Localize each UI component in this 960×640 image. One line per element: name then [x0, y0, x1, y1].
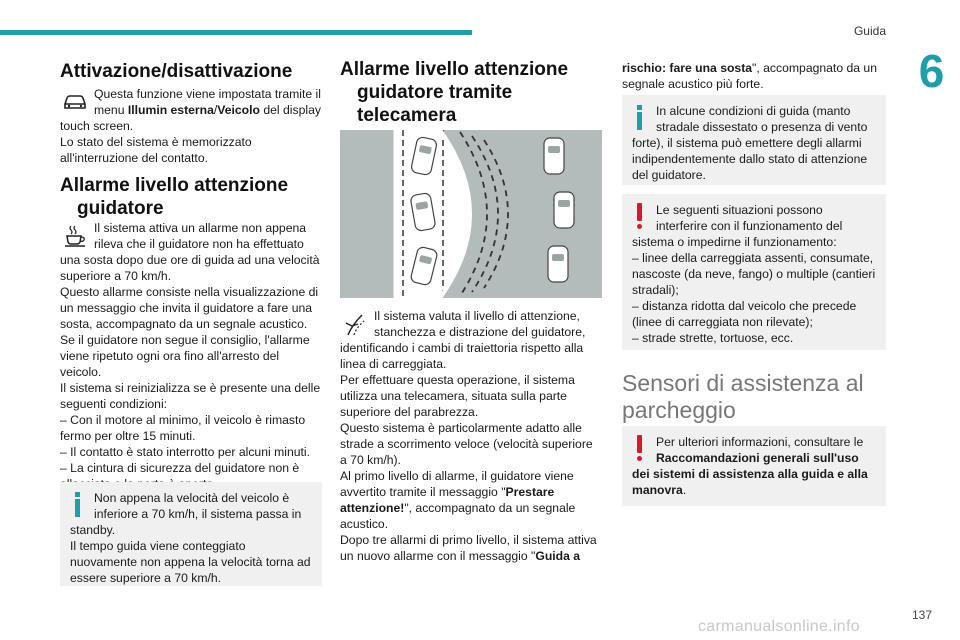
heading-activation: Attivazione/disattivazione: [60, 61, 293, 82]
chapter-number: 6: [903, 44, 960, 98]
road-illustration: [340, 130, 602, 298]
paragraph-activation: Questa funzione viene impostata tramite il menu Illumin esterna/Veicolo del display touch screen. Lo stato del sistema è memorizzato all'interruzione del contatto.: [60, 87, 321, 165]
heading-parking-sensors: Sensori di assistenza al parcheggio: [622, 370, 864, 423]
paragraph-driver-alert: Il sistema attiva un allarme non appena rileva che il guidatore non ha effettuato una sosta dopo due ore di guida ad una velocità superiore a 70 km/h. Questo allarme consiste nella visualizzazione di un messaggio che invita il guidatore a fare una sosta, accompagnato da un segnale acustico. Se il guidatore non segue il consiglio, l'allarme viene ripetuto ogni ora fino all'arresto del veicolo. Il sistema si reinizializza se è presente una delle seguenti condizioni: – Con il motore al minimo, il veicolo è rimasto fermo per oltre 15 minuti. – Il contatto è stato interrotto per alcuni minuti. – La cintura di sicurezza del guidatore non è: [60, 221, 321, 475]
info-note-conditions: In alcune condizioni di guida (manto stradale dissestato o presenza di vento forte), il sistema può emettere degli allarmi indipendentemente dallo stato di attenzione del guidatore.: [622, 95, 886, 185]
top-accent-bar: [0, 30, 472, 35]
warning-note-parking: Per ulteriori informazioni, consultare le Raccomandazioni generali sull'uso dei sistemi di assistenza alla guida e alla manovra.: [622, 426, 886, 506]
heading-camera-alert: Allarme livello attenzione guidatore tramite telecamera: [340, 59, 569, 126]
car-outline-icon: [60, 87, 90, 117]
section-name: Guida: [853, 24, 886, 38]
info-icon: [632, 103, 654, 133]
warning-icon: [632, 202, 654, 232]
warning-note-interference: Le seguenti situazioni possono interferire con il funzionamento del sistema o impedirne il funzionamento: – linee della carreggiata assenti, consumate, nascoste (da neve, fango) o multiple (cantieri stradali); – distanza ridotta dal veicolo che precede (linee di carreggiata non rilevate); – strade strette, tortuose, ecc.: [622, 194, 886, 350]
warning-icon: [632, 434, 654, 464]
watermark: carmanualsonline.info: [698, 618, 860, 635]
page-number: 137: [911, 608, 932, 622]
coffee-cup-icon: [60, 221, 90, 251]
info-icon: [70, 490, 92, 520]
heading-driver-alert: Allarme livello attenzione guidatore: [60, 175, 289, 219]
paragraph-camera-alert: Il sistema valuta il livello di attenzione, stanchezza e distrazione del guidatore, identificando i cambi di traiettoria rispetto alla linea di carreggiata. Per effettuare questa operazione, il sistema utilizza una telecamera, situata sulla parte superiore del parabrezza. Questo sistema è particolarmente adatto alle strade a scorrimento veloce (velocità superiore a 70 km/h). Al primo livello di allarme, il guidatore viene avvertito tramite il messaggio "Prestare attenzione!", accompagnato da un segnale acustico. Dopo tre allarmi di primo livello, il sistema attiva un nuovo allarme con il messaggio "Guida a: [340, 309, 597, 563]
info-note-standby: Non appena la velocità del veicolo è inferiore a 70 km/h, il sistema passa in standby. Il tempo guida viene conteggiato nuovamente non appena la velocità torna ad essere superiore a 70 km/h.: [60, 482, 322, 586]
lane-departure-icon: [340, 309, 370, 339]
paragraph-continuation: rischio: fare una sosta", accompagnato da un segnale acustico più forte.: [622, 61, 877, 91]
